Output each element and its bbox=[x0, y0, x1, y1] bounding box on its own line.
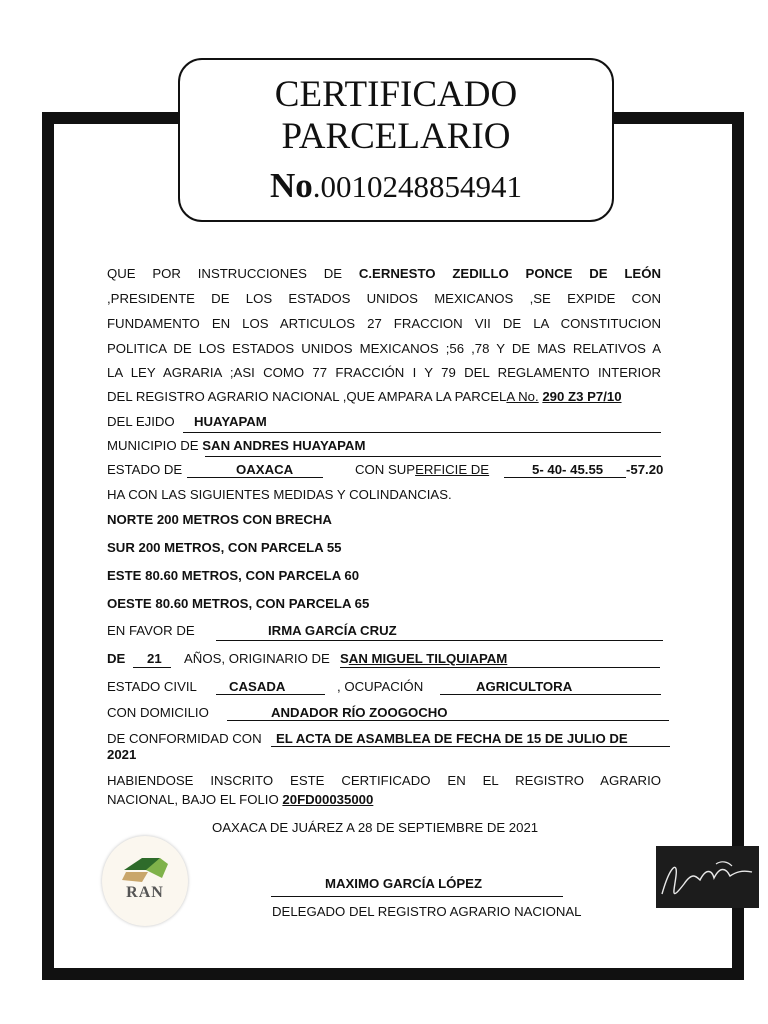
intro-line-5: LA LEY AGRARIA ;ASI COMO 77 FRACCIÓN I Y 79 DEL REGLAMENTO INTERIOR bbox=[107, 365, 661, 380]
firma-underline bbox=[271, 896, 563, 897]
ejido-value: HUAYAPAM bbox=[194, 414, 267, 429]
folio-label: NACIONAL, BAJO EL FOLIO bbox=[107, 792, 279, 807]
superficie-label: CON SUP bbox=[355, 462, 416, 477]
estado-value: OAXACA bbox=[236, 462, 294, 477]
title-line-2: PARCELARIO bbox=[281, 116, 511, 157]
conformidad-value: EL ACTA DE ASAMBLEA DE FECHA DE 15 DE JULIO DE bbox=[276, 731, 628, 746]
origen-value: AN MIGUEL TILQUIAPAM bbox=[348, 651, 508, 666]
number-dot: . bbox=[312, 169, 321, 204]
ran-leaf-icon bbox=[102, 836, 188, 926]
firmante-name: MAXIMO GARCÍA LÓPEZ bbox=[325, 876, 483, 891]
ocupacion-underline bbox=[440, 694, 661, 695]
ejido-underline bbox=[183, 432, 661, 433]
parcel-number: 290 Z3 P7/10 bbox=[542, 389, 622, 404]
intro-text: QUE POR INSTRUCCIONES DE bbox=[107, 266, 343, 281]
superficie-tail: -57.20 bbox=[626, 462, 664, 477]
domicilio-value: ANDADOR RÍO ZOOGOCHO bbox=[271, 705, 448, 720]
municipio-underline bbox=[205, 456, 661, 457]
intro-line-2: ,PRESIDENTE DE LOS ESTADOS UNIDOS MEXICANOS ,SE EXPIDE CON bbox=[107, 291, 661, 306]
favor-value: IRMA GARCÍA CRUZ bbox=[268, 623, 397, 638]
ejido-label: DEL EJIDO bbox=[107, 414, 175, 429]
logo-text: RAN bbox=[126, 884, 164, 901]
colindancia-este: ESTE 80.60 METROS, CON PARCELA 60 bbox=[107, 568, 360, 583]
municipio-label: MUNICIPIO DE bbox=[107, 438, 199, 453]
superficie-value: 5- 40- 45.55 bbox=[532, 462, 604, 477]
domicilio-underline bbox=[227, 720, 669, 721]
municipio-value: SAN ANDRES HUAYAPAM bbox=[202, 438, 366, 453]
edad-label: DE bbox=[107, 651, 126, 666]
signature-scribble-icon bbox=[656, 846, 759, 908]
superficie-underline bbox=[504, 477, 626, 478]
inscrito-line-2 bbox=[107, 792, 373, 807]
municipio-field bbox=[107, 438, 365, 453]
folio-value: 20FD00035000 bbox=[282, 792, 374, 807]
intro-line-1 bbox=[107, 266, 661, 281]
number-value: 0010248854941 bbox=[320, 169, 523, 204]
estado-label: ESTADO DE bbox=[107, 462, 183, 477]
intro-text: DEL REGISTRO AGRARIO NACIONAL ,QUE AMPARA LA PARCEL bbox=[107, 389, 507, 404]
colindancia-oeste: OESTE 80.60 METROS, CON PARCELA 65 bbox=[107, 596, 370, 611]
intro-line-4: POLITICA DE LOS ESTADOS UNIDOS MEXICANOS ;56 ,78 Y DE MAS RELATIVOS A bbox=[107, 341, 661, 356]
ocupacion-label: , OCUPACIÓN bbox=[337, 679, 424, 694]
domicilio-label: CON DOMICILIO bbox=[107, 705, 209, 720]
favor-label: EN FAVOR DE bbox=[107, 623, 195, 638]
superficie-label-underlined: ERFICIE DE bbox=[415, 462, 490, 477]
colindancia-norte: NORTE 200 METROS CON BRECHA bbox=[107, 512, 332, 527]
signature-image bbox=[656, 846, 759, 908]
civil-value: CASADA bbox=[229, 679, 286, 694]
inscrito-line-1: HABIENDOSE INSCRITO ESTE CERTIFICADO EN EL REGISTRO AGRARIO bbox=[107, 773, 661, 788]
origen-initial: S bbox=[340, 651, 349, 666]
conformidad-year: 2021 bbox=[107, 747, 137, 762]
origen-underline bbox=[340, 667, 660, 668]
intro-line-3: FUNDAMENTO EN LOS ARTICULOS 27 FRACCION VII DE LA CONSTITUCION bbox=[107, 316, 661, 331]
firmante-cargo: DELEGADO DEL REGISTRO AGRARIO NACIONAL bbox=[272, 904, 582, 919]
conformidad-underline bbox=[271, 746, 670, 747]
edad-value: 21 bbox=[147, 651, 162, 666]
fecha: OAXACA DE JUÁREZ A 28 DE SEPTIEMBRE DE 2021 bbox=[212, 820, 539, 835]
superficie-field bbox=[355, 462, 489, 477]
colindancia-sur: SUR 200 METROS, CON PARCELA 55 bbox=[107, 540, 342, 555]
parcel-no-label: A No. bbox=[506, 389, 539, 404]
number-label: No bbox=[269, 166, 313, 205]
title-line-1: CERTIFICADO bbox=[274, 74, 518, 115]
favor-underline bbox=[216, 640, 663, 641]
anos-label: AÑOS, ORIGINARIO DE bbox=[184, 651, 330, 666]
president-name: C.ERNESTO ZEDILLO PONCE DE LEÓN bbox=[358, 266, 662, 281]
estado-underline bbox=[187, 477, 323, 478]
title-box bbox=[178, 58, 614, 222]
ran-logo bbox=[102, 836, 188, 926]
civil-label: ESTADO CIVIL bbox=[107, 679, 197, 694]
civil-underline bbox=[216, 694, 325, 695]
conformidad-label: DE CONFORMIDAD CON bbox=[107, 731, 262, 746]
intro-line-6 bbox=[107, 389, 622, 404]
medidas-intro: HA CON LAS SIGUIENTES MEDIDAS Y COLINDANCIAS. bbox=[107, 487, 452, 502]
ocupacion-value: AGRICULTORA bbox=[476, 679, 573, 694]
origen-field bbox=[340, 651, 507, 666]
edad-underline bbox=[133, 667, 171, 668]
certificate-number bbox=[180, 166, 612, 206]
